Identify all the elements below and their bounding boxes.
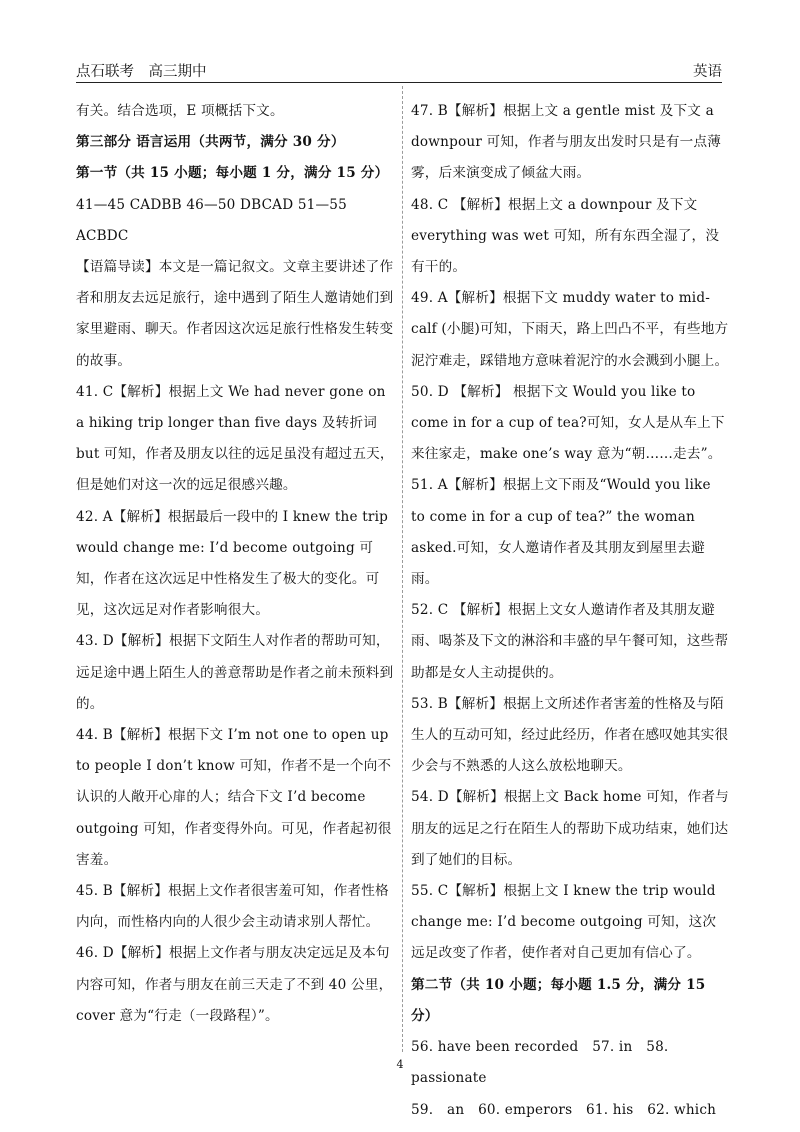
explanation-55: 55. C【解析】根据上文 I knew the trip would change me: I’d become outgoing 可知，这次远足改变了作者，使作者对自己更加有信心了。: [411, 883, 717, 962]
header-exam-name: 点石联考 高三期中: [76, 64, 207, 80]
section1-title: 第一节（共 15 小题；每小题 1 分，满分 15 分）: [76, 165, 389, 182]
passage-guide: 【语篇导读】本文是一篇记叙文。文章主要讲述了作者和朋友去远足旅行，途中遇到了陌生人邀请她们到家里避雨、聊天。作者因这次远足旅行性格发生转变的故事。: [76, 259, 394, 369]
explanation-52: 52. C 【解析】根据上文女人邀请作者及其朋友避雨、喝茶及下文的淋浴和丰盛的早午餐可知，这些帮助都是女人主动提供的。: [411, 602, 729, 681]
explanation-49: 49. A【解析】根据下文 muddy water to mid-calf (小腿)可知，下雨天，路上凹凸不平，有些地方泥泞难走，踩错地方意味着泥泞的水会溅到小腿上。: [411, 290, 729, 369]
left-column: [76, 96, 394, 1032]
explanation-45: 45. B【解析】根据上文作者很害羞可知，作者性格内向，而性格内向的人很少会主动请求别人帮忙。: [76, 883, 389, 931]
answer-key-41-55: 41—45 CADBB 46—50 DBCAD 51—55 ACBDC: [76, 196, 348, 244]
explanation-47: 47. B【解析】根据上文 a gentle mist 及下文 a downpour 可知，作者与朋友出发时只是有一点薄雾，后来演变成了倾盆大雨。: [411, 103, 722, 182]
explanation-41: 41. C【解析】根据上文 We had never gone on a hiking trip longer than five days 及转折词 but 可知，作者及朋友以往的远足虽没有超过五天，但是她们对这一次的远足很感兴趣。: [76, 383, 394, 494]
header-subject: 英语: [693, 64, 722, 80]
explanation-53: 53. B【解析】根据上文所述作者害羞的性格及与陌生人的互动可知，经过此经历，作者在感叹她其实很少会与不熟悉的人这么放松地聊天。: [411, 695, 729, 775]
column-divider: [402, 86, 403, 1052]
intro-tail: 有关。结合选项，E 项概括下文。: [76, 103, 284, 119]
part3-title: 第三部分 语言运用（共两节，满分 30 分）: [76, 134, 345, 151]
explanation-51: 51. A【解析】根据上文下雨及“Would you like to come in for a cup of tea?” the woman asked.可知，女人邀请作者及其朋友到屋里去避雨。: [411, 477, 711, 588]
answers-59-62: 59. an 60. emperors 61. his 62. which: [411, 1101, 717, 1118]
explanation-43: 43. D【解析】根据下文陌生人对作者的帮助可知，远足途中遇上陌生人的善意帮助是作者之前未预料到的。: [76, 633, 394, 712]
answers-56-58: 56. have been recorded 57. in 58. passionate: [411, 1039, 669, 1087]
explanation-48: 48. C 【解析】根据上文 a downpour 及下文 everything was wet 可知，所有东西全湿了，没有干的。: [411, 196, 720, 276]
section2-title: 第二节（共 10 小题；每小题 1.5 分，满分 15 分）: [411, 976, 706, 1024]
right-column: [411, 96, 729, 1126]
explanation-42: 42. A【解析】根据最后一段中的 I knew the trip would change me: I’d become outgoing 可知，作者在这次远足中性格发生了极大的变化。可见，这次远足对作者影响很大。: [76, 508, 389, 619]
page-header: [76, 56, 722, 83]
explanation-54: 54. D【解析】根据上文 Back home 可知，作者与朋友的远足之行在陌生人的帮助下成功结束，她们达到了她们的目标。: [411, 789, 729, 868]
explanation-50: 50. D 【解析】 根据下文 Would you like to come in for a cup of tea?可知，女人是从车上下来往家走，make one’s way 意为“朝……走去”。: [411, 383, 725, 463]
page-number: 4: [396, 1058, 404, 1071]
explanation-46: 46. D【解析】根据上文作者与朋友决定远足及本句内容可知，作者与朋友在前三天走了不到 40 公里，cover 意为“行走（一段路程）”。: [76, 945, 393, 1024]
explanation-44: 44. B【解析】根据下文 I’m not one to open up to people I don’t know 可知，作者不是一个向不认识的人敞开心扉的人；结合下文 I’d become outgoing 可知，作者变得外向。可见，作者起初很害羞。: [76, 727, 392, 868]
